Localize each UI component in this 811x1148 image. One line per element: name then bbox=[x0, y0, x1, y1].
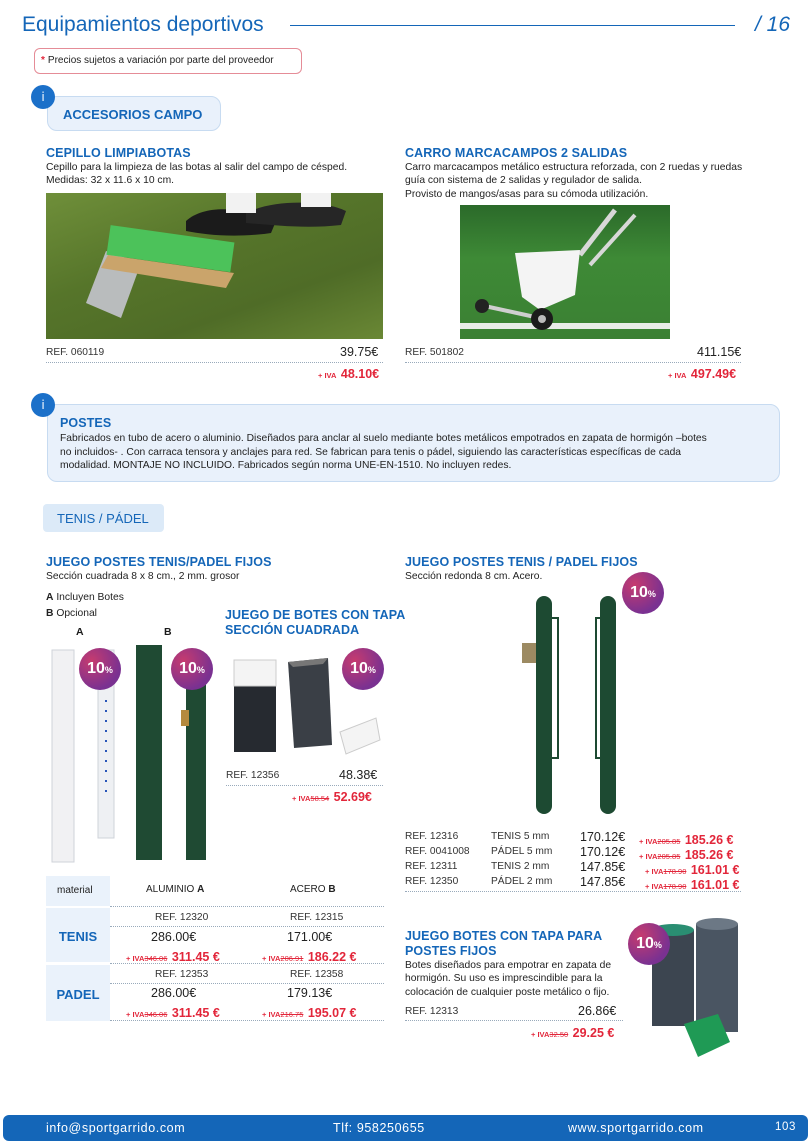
product-desc-postes-redondos: Sección redonda 8 cm. Acero. bbox=[405, 571, 543, 582]
iva-label: + IVA bbox=[262, 954, 281, 963]
legend-text: Incluyen Botes bbox=[56, 592, 124, 603]
divider bbox=[405, 362, 741, 363]
iva-label: + IVA bbox=[318, 371, 337, 380]
header-key: B bbox=[328, 884, 336, 895]
iva-label: + IVA bbox=[531, 1030, 550, 1039]
legend-text: Opcional bbox=[56, 608, 97, 619]
badge-unit: % bbox=[653, 940, 662, 950]
footer-web-link[interactable]: www.sportgarrido.com bbox=[568, 1121, 704, 1135]
postes-desc-1: Fabricados en tubo de acero o aluminio. Diseñados para anclar al suelo mediante botes metálicos empotrados en zapata de hormigón –botes bbox=[60, 433, 707, 444]
badge-unit: % bbox=[104, 665, 113, 675]
variant: TENIS 5 mm bbox=[491, 831, 550, 842]
product-image-carro bbox=[460, 205, 670, 339]
round-posts-price-list bbox=[405, 831, 743, 891]
iva-value: 161.01 € bbox=[690, 878, 740, 892]
legend-b bbox=[46, 607, 97, 621]
section-title: ACCESORIOS CAMPO bbox=[63, 107, 203, 122]
variant: PÁDEL 2 mm bbox=[491, 876, 553, 887]
section-accesorios-campo bbox=[47, 96, 221, 131]
badge-value: 10 bbox=[636, 935, 654, 952]
info-icon: i bbox=[31, 85, 55, 109]
product-desc-botes-fijos-3: colocación de cualquier poste metálico o fijo. bbox=[405, 987, 610, 998]
product-title-carro: CARRO MARCACAMPOS 2 SALIDAS bbox=[405, 146, 628, 160]
price: 147.85€ bbox=[580, 860, 626, 874]
product-title-postes-cuadrados: JUEGO POSTES TENIS/PADEL FIJOS bbox=[46, 555, 272, 569]
badge-value: 10 bbox=[179, 660, 197, 677]
price-tenis-aluminio: 286.00€ bbox=[151, 930, 197, 944]
divider bbox=[110, 926, 384, 927]
price: 170.12€ bbox=[580, 845, 626, 859]
tab-tenis-padel bbox=[43, 504, 164, 532]
iva-value: 311.45 € bbox=[171, 950, 220, 964]
badge-value: 10 bbox=[350, 660, 368, 677]
iva-value: 185.26 € bbox=[684, 848, 734, 862]
product-desc-botes-fijos-2: hormigón. Su uso es imprescindible para la bbox=[405, 973, 603, 984]
disclaimer-text: Precios sujetos a variación por parte del proveedor bbox=[47, 55, 274, 66]
price-padel-acero: 179.13€ bbox=[287, 986, 333, 1000]
iva-value: 195.07 € bbox=[307, 1006, 357, 1020]
variant: TENIS 2 mm bbox=[491, 861, 550, 872]
iva-label: + IVA bbox=[645, 882, 664, 891]
ref-padel-aluminio: REF. 12353 bbox=[155, 969, 209, 980]
badge-value: 10 bbox=[87, 660, 105, 677]
divider bbox=[110, 983, 384, 984]
ref-carro: REF. 501802 bbox=[405, 347, 464, 358]
iva-price-botes-fijos bbox=[531, 1024, 614, 1042]
matrix-row-tenis: TENIS bbox=[46, 908, 110, 962]
discount-badge bbox=[622, 572, 664, 614]
iva-label: + IVA bbox=[126, 1010, 145, 1019]
old-price: 216.75 bbox=[280, 1010, 304, 1019]
legend-a bbox=[46, 591, 124, 605]
ref: REF. 12316 bbox=[405, 831, 459, 842]
header-key: A bbox=[197, 884, 205, 895]
divider bbox=[405, 891, 741, 892]
badge-value: 10 bbox=[630, 584, 648, 601]
product-title-postes-redondos: JUEGO POSTES TENIS / PADEL FIJOS bbox=[405, 555, 638, 569]
price-botes-cuadrada: 48.38€ bbox=[339, 768, 378, 782]
section-page-number: / 16 bbox=[755, 13, 791, 36]
product-title-botes-cuadrada-2: SECCIÓN CUADRADA bbox=[225, 623, 360, 637]
postes-info-box bbox=[47, 404, 780, 482]
product-desc-botes-fijos-1: Botes diseñados para empotrar en zapata de bbox=[405, 960, 612, 971]
product-title-cepillo: CEPILLO LIMPIABOTAS bbox=[46, 146, 191, 160]
ref-padel-acero: REF. 12358 bbox=[290, 969, 344, 980]
old-price: 205.85 bbox=[657, 852, 681, 861]
badge-unit: % bbox=[196, 665, 205, 675]
old-price: 32.50 bbox=[549, 1030, 569, 1039]
ref: REF. 12311 bbox=[405, 861, 458, 872]
product-desc-carro-1: Carro marcacampos metálico estructura reforzada, con 2 ruedas y ruedas bbox=[405, 162, 743, 173]
footer-phone: Tlf: 958250655 bbox=[333, 1121, 425, 1135]
old-price: 346.06 bbox=[144, 954, 168, 963]
product-image-cepillo bbox=[46, 193, 383, 339]
price: 170.12€ bbox=[580, 830, 626, 844]
ref-botes-cuadrada: REF. 12356 bbox=[226, 770, 280, 781]
old-price: 346.06 bbox=[144, 1010, 168, 1019]
list-item bbox=[405, 861, 743, 876]
header-label: ACERO bbox=[290, 884, 326, 895]
matrix-row-padel: PADEL bbox=[46, 965, 110, 1021]
product-title-botes-cuadrada-1: JUEGO DE BOTES CON TAPA bbox=[225, 608, 406, 622]
product-title-botes-fijos-2: POSTES FIJOS bbox=[405, 944, 497, 958]
ref-botes-fijos: REF. 12313 bbox=[405, 1006, 459, 1017]
product-desc-carro-2: guía con sistema de 2 salidas y regulador de salida. bbox=[405, 175, 642, 186]
iva-value: 52.69€ bbox=[333, 790, 372, 804]
iva-value: 497.49€ bbox=[690, 367, 737, 381]
footer-email-link[interactable]: info@sportgarrido.com bbox=[46, 1121, 186, 1135]
price-matrix bbox=[46, 876, 384, 1024]
asterisk: * bbox=[41, 55, 45, 66]
header-label: ALUMINIO bbox=[146, 884, 195, 895]
product-image-postes-redondos bbox=[500, 588, 640, 818]
list-item bbox=[405, 876, 743, 891]
list-item bbox=[405, 831, 743, 846]
badge-unit: % bbox=[367, 665, 376, 675]
iva-value: 311.45 € bbox=[171, 1006, 220, 1020]
ref-tenis-aluminio: REF. 12320 bbox=[155, 912, 209, 923]
divider bbox=[405, 1020, 623, 1021]
postes-title: POSTES bbox=[60, 416, 112, 430]
ref-tenis-acero: REF. 12315 bbox=[290, 912, 344, 923]
label-b: B bbox=[164, 626, 172, 638]
ref-cepillo: REF. 060119 bbox=[46, 347, 105, 358]
variant: PÁDEL 5 mm bbox=[491, 846, 553, 857]
product-desc-postes-cuadrados: Sección cuadrada 8 x 8 cm., 2 mm. grosor bbox=[46, 571, 240, 582]
tab-label: TENIS / PÁDEL bbox=[57, 511, 149, 526]
price-carro: 411.15€ bbox=[697, 345, 742, 359]
ref: REF. 0041008 bbox=[405, 846, 470, 857]
round-posts-illustration bbox=[500, 588, 640, 818]
old-price: 58.54 bbox=[310, 794, 330, 803]
iva-price-carro bbox=[668, 365, 736, 383]
price-cepillo: 39.75€ bbox=[340, 345, 379, 359]
product-desc-cepillo-2: Medidas: 32 x 11.6 x 10 cm. bbox=[46, 175, 175, 186]
matrix-header-aluminio bbox=[146, 884, 204, 895]
iva-label: + IVA bbox=[126, 954, 145, 963]
iva-value: 48.10€ bbox=[340, 367, 380, 381]
product-title-botes-fijos-1: JUEGO BOTES CON TAPA PARA bbox=[405, 929, 603, 943]
iva-price-cepillo bbox=[318, 365, 379, 383]
divider bbox=[46, 362, 383, 363]
product-desc-carro-3: Provisto de mangos/asas para su cómoda utilización. bbox=[405, 189, 649, 200]
header-divider bbox=[290, 25, 735, 26]
discount-badge bbox=[342, 648, 384, 690]
iva-value: 185.26 € bbox=[684, 833, 734, 847]
line-marker-illustration bbox=[460, 205, 670, 339]
price: 147.85€ bbox=[580, 875, 626, 889]
matrix-header-acero bbox=[290, 884, 336, 895]
iva-price-botes-cuadrada bbox=[292, 788, 372, 806]
divider bbox=[110, 963, 384, 964]
legend-key: A bbox=[46, 592, 54, 603]
legend-key: B bbox=[46, 608, 54, 619]
old-price: 178.90 bbox=[663, 882, 687, 891]
price-tenis-acero: 171.00€ bbox=[287, 930, 333, 944]
matrix-header-material: material bbox=[46, 876, 110, 906]
page-title: Equipamientos deportivos bbox=[22, 13, 264, 36]
iva-value: 161.01 € bbox=[690, 863, 740, 877]
postes-desc-2: no incluidos- . Con carraca tensora y anclajes para red. Se fabrican para tenis o pádel, siguiendo las características específicas de cada bbox=[60, 446, 682, 458]
iva-value: 29.25 € bbox=[572, 1026, 615, 1040]
iva-value: 186.22 € bbox=[307, 950, 357, 964]
discount-badge bbox=[171, 648, 213, 690]
iva-label: + IVA bbox=[639, 837, 658, 846]
ref: REF. 12350 bbox=[405, 876, 459, 887]
iva-label: + IVA bbox=[262, 1010, 281, 1019]
label-a: A bbox=[76, 626, 84, 638]
list-item bbox=[405, 846, 743, 861]
discount-badge bbox=[628, 923, 670, 965]
old-price: 205.85 bbox=[657, 837, 681, 846]
price-botes-fijos: 26.86€ bbox=[578, 1004, 617, 1018]
discount-badge bbox=[79, 648, 121, 690]
divider bbox=[110, 1020, 384, 1021]
divider bbox=[110, 906, 384, 907]
footer-page-number: 103 bbox=[775, 1121, 796, 1133]
iva-label: + IVA bbox=[292, 794, 311, 803]
iva-label: + IVA bbox=[639, 852, 658, 861]
old-price: 178.90 bbox=[663, 867, 687, 876]
info-icon: i bbox=[31, 393, 55, 417]
iva-label: + IVA bbox=[668, 371, 687, 380]
badge-unit: % bbox=[647, 589, 656, 599]
footer-bar bbox=[3, 1115, 808, 1141]
brush-illustration bbox=[46, 193, 383, 339]
postes-desc-3: modalidad. MONTAJE NO INCLUIDO. Fabricados según norma UNE-EN-1510. No incluyen redes. bbox=[60, 460, 512, 471]
product-desc-cepillo-1: Cepillo para la limpieza de las botas al salir del campo de césped. bbox=[46, 162, 348, 173]
iva-label: + IVA bbox=[645, 867, 664, 876]
old-price: 206.91 bbox=[280, 954, 304, 963]
divider bbox=[226, 785, 383, 786]
price-disclaimer bbox=[34, 48, 302, 74]
price-padel-aluminio: 286.00€ bbox=[151, 986, 197, 1000]
